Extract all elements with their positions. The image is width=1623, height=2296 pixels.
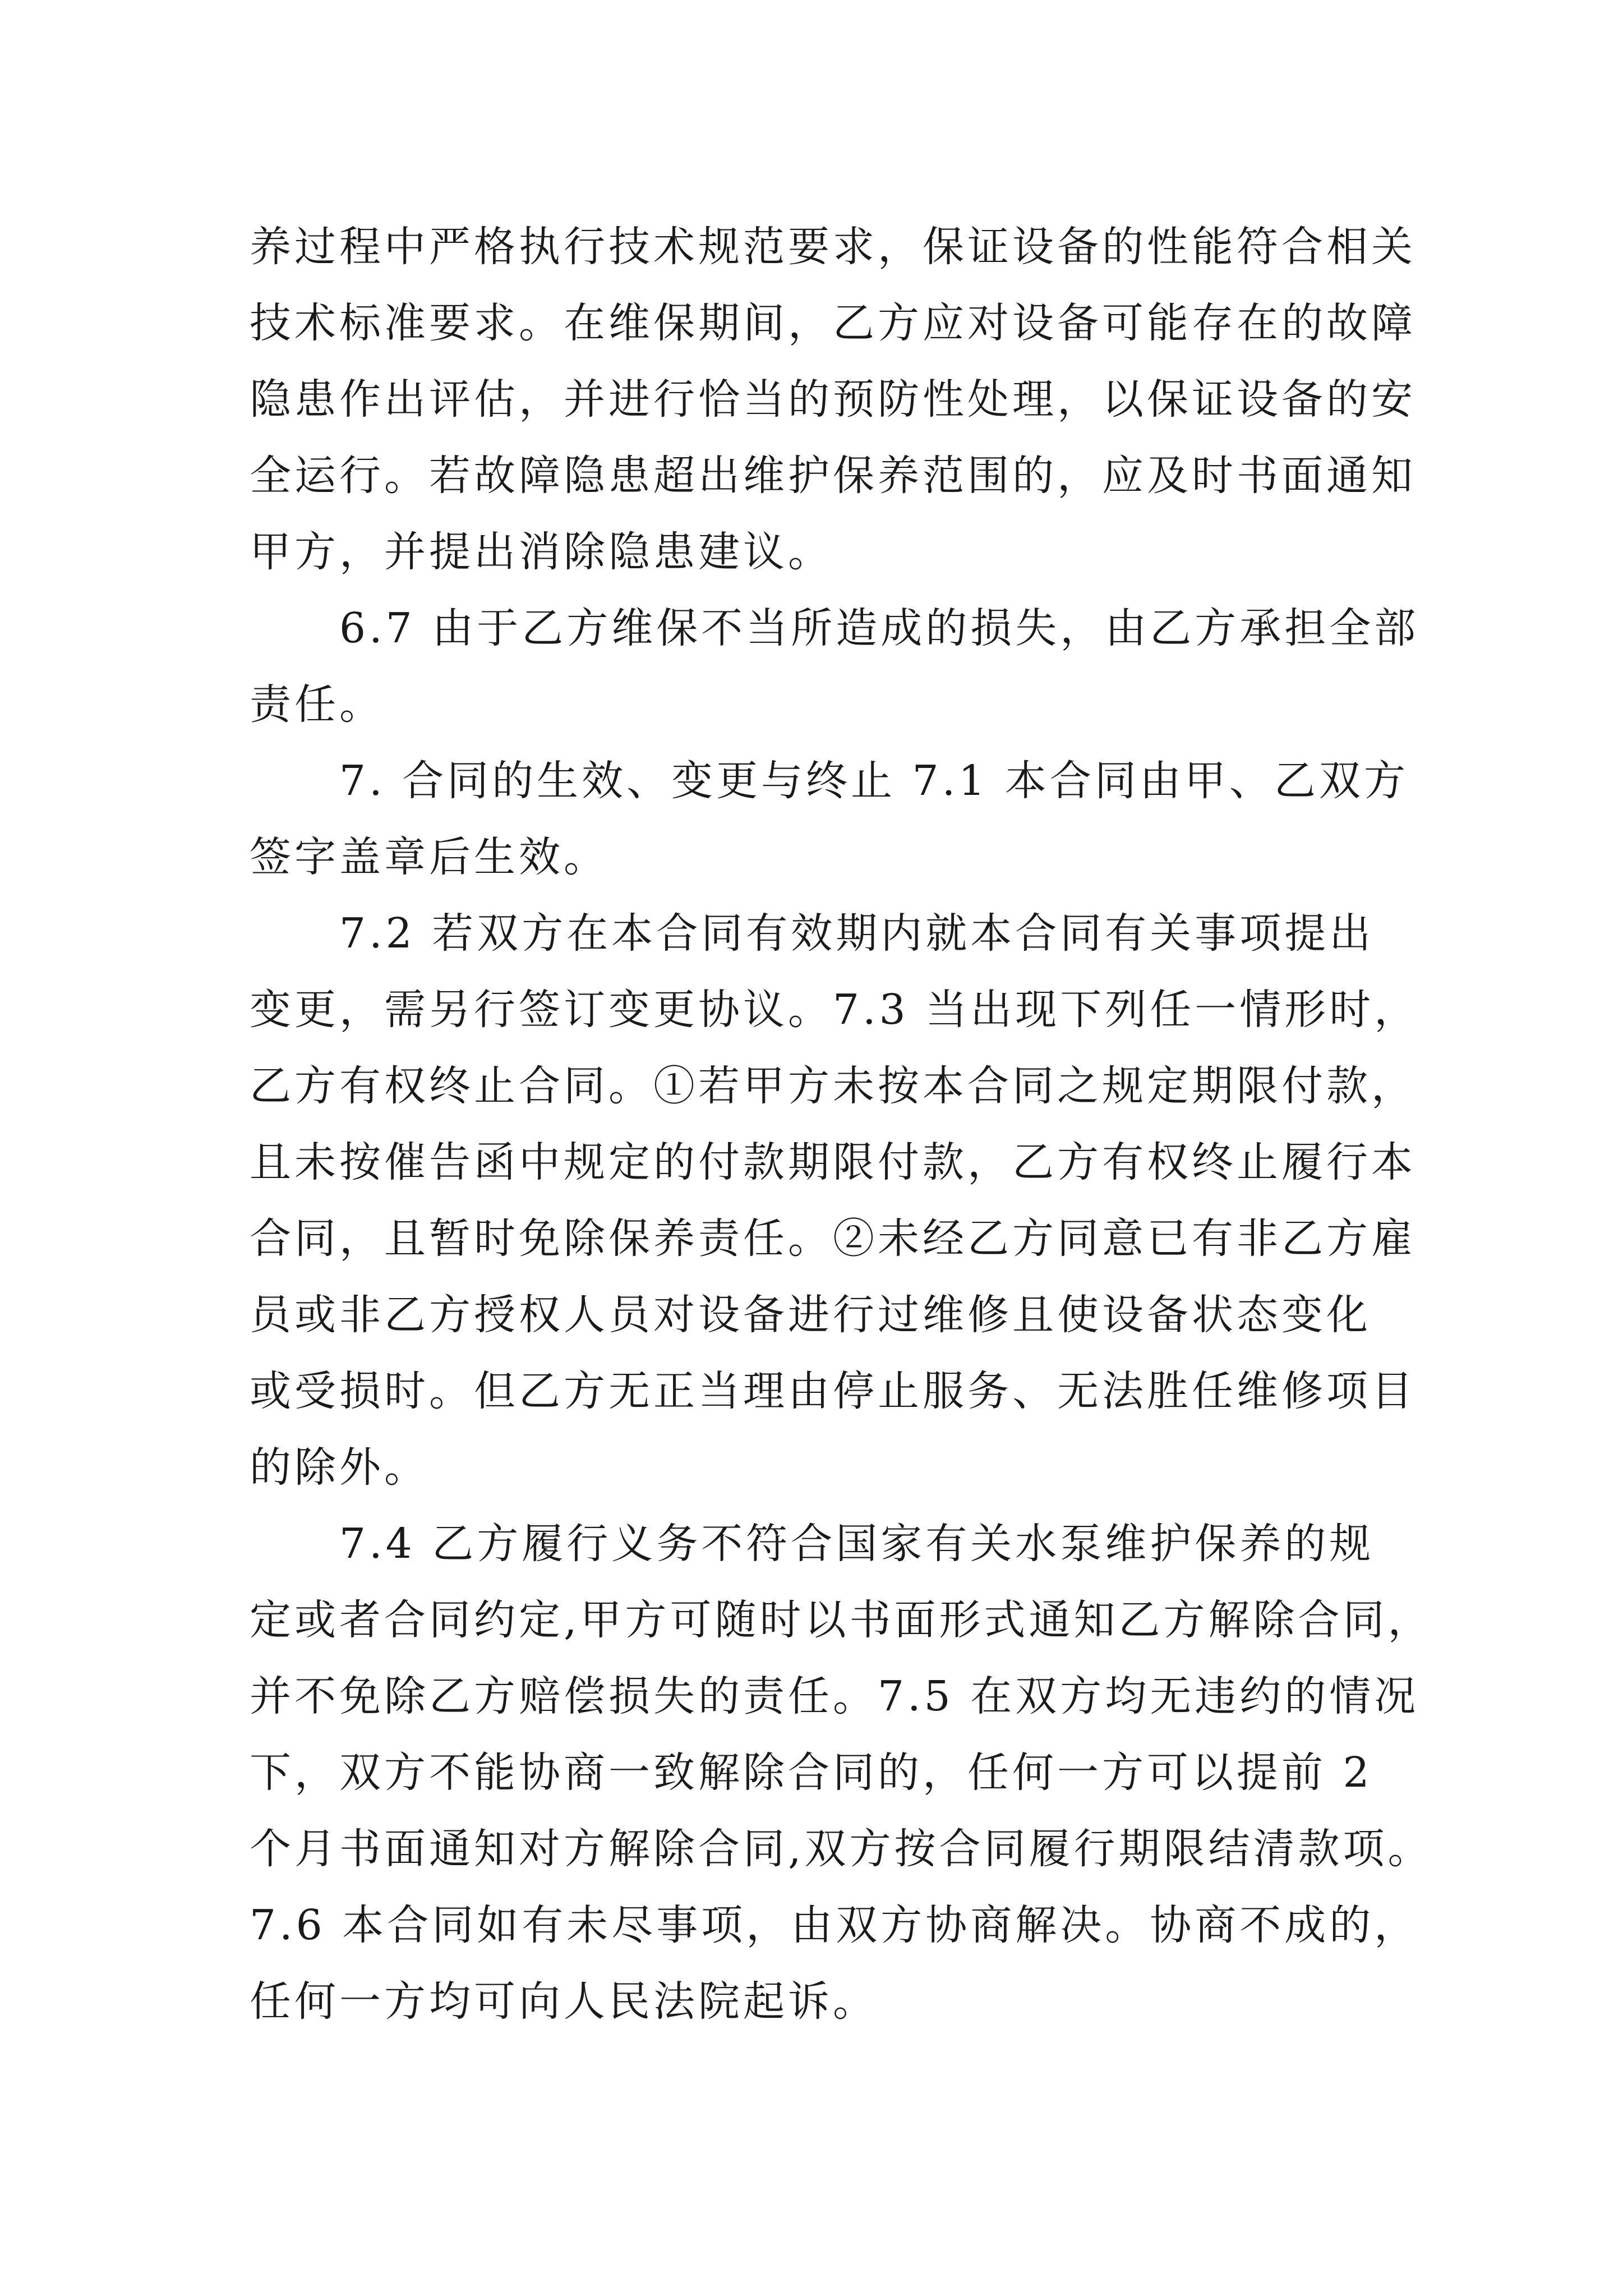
text-line: 定或者合同约定,甲方可随时以书面形式通知乙方解除合同， [250,1596,1433,1644]
paragraph-clause-7-4-7-6 [250,1506,1433,2040]
text-line: 7.2 若双方在本合同有效期内就本合同有关事项提出 [250,909,1375,958]
text-line: 合同，且暂时免除保养责任。②未经乙方同意已有非乙方雇 [250,1214,1416,1263]
text-line: 的除外。 [250,1443,429,1492]
text-line: 下，双方不能协商一致解除合同的，任何一方可以提前 2 [250,1749,1373,1797]
text-line: 乙方有权终止合同。①若甲方未按本合同之规定期限付款， [250,1062,1416,1110]
text-line: 养过程中严格执行技术规范要求，保证设备的性能符合相关 [250,223,1416,271]
text-line: 技术标准要求。在维保期间，乙方应对设备可能存在的故障 [250,299,1416,347]
text-line: 7.6 本合同如有未尽事项，由双方协商解决。协商不成的， [250,1901,1419,1949]
text-line: 甲方，并提出消除隐患建议。 [250,528,833,576]
text-line: 全运行。若故障隐患超出维护保养范围的，应及时书面通知 [250,452,1416,500]
text-line: 7. 合同的生效、变更与终止 7.1 本合同由甲、乙双方 [250,757,1409,805]
text-line: 签字盖章后生效。 [250,833,608,881]
contract-text-block [250,209,1433,2040]
text-line: 变更，需另行签订变更协议。7.3 当出现下列任一情形时， [250,986,1419,1034]
text-line: 且未按催告函中规定的付款期限付款，乙方有权终止履行本 [250,1138,1416,1186]
text-line: 责任。 [250,680,384,729]
text-line: 任何一方均可向人民法院起诉。 [250,1977,878,2026]
text-line: 或受损时。但乙方无正当理由停止服务、无法胜任维修项目 [250,1367,1416,1415]
text-line: 员或非乙方授权人员对设备进行过维修且使设备状态变化 [250,1291,1371,1339]
text-line: 并不免除乙方赔偿损失的责任。7.5 在双方均无违约的情况 [250,1672,1419,1720]
text-line: 隐患作出评估，并进行恰当的预防性处理，以保证设备的安 [250,375,1416,424]
text-line: 7.4 乙方履行义务不符合国家有关水泵维护保养的规 [250,1520,1375,1568]
paragraph-clause-7-2-7-3 [250,895,1419,1506]
text-line: 个月书面通知对方解除合同,双方按合同履行期限结清款项。 [250,1825,1433,1873]
paragraph-clause-7-1 [250,743,1409,895]
text-line: 6.7 由于乙方维保不当所造成的损失，由乙方承担全部 [250,604,1419,652]
paragraph-maintenance-requirements [250,209,1416,590]
paragraph-clause-6-7 [250,590,1419,743]
